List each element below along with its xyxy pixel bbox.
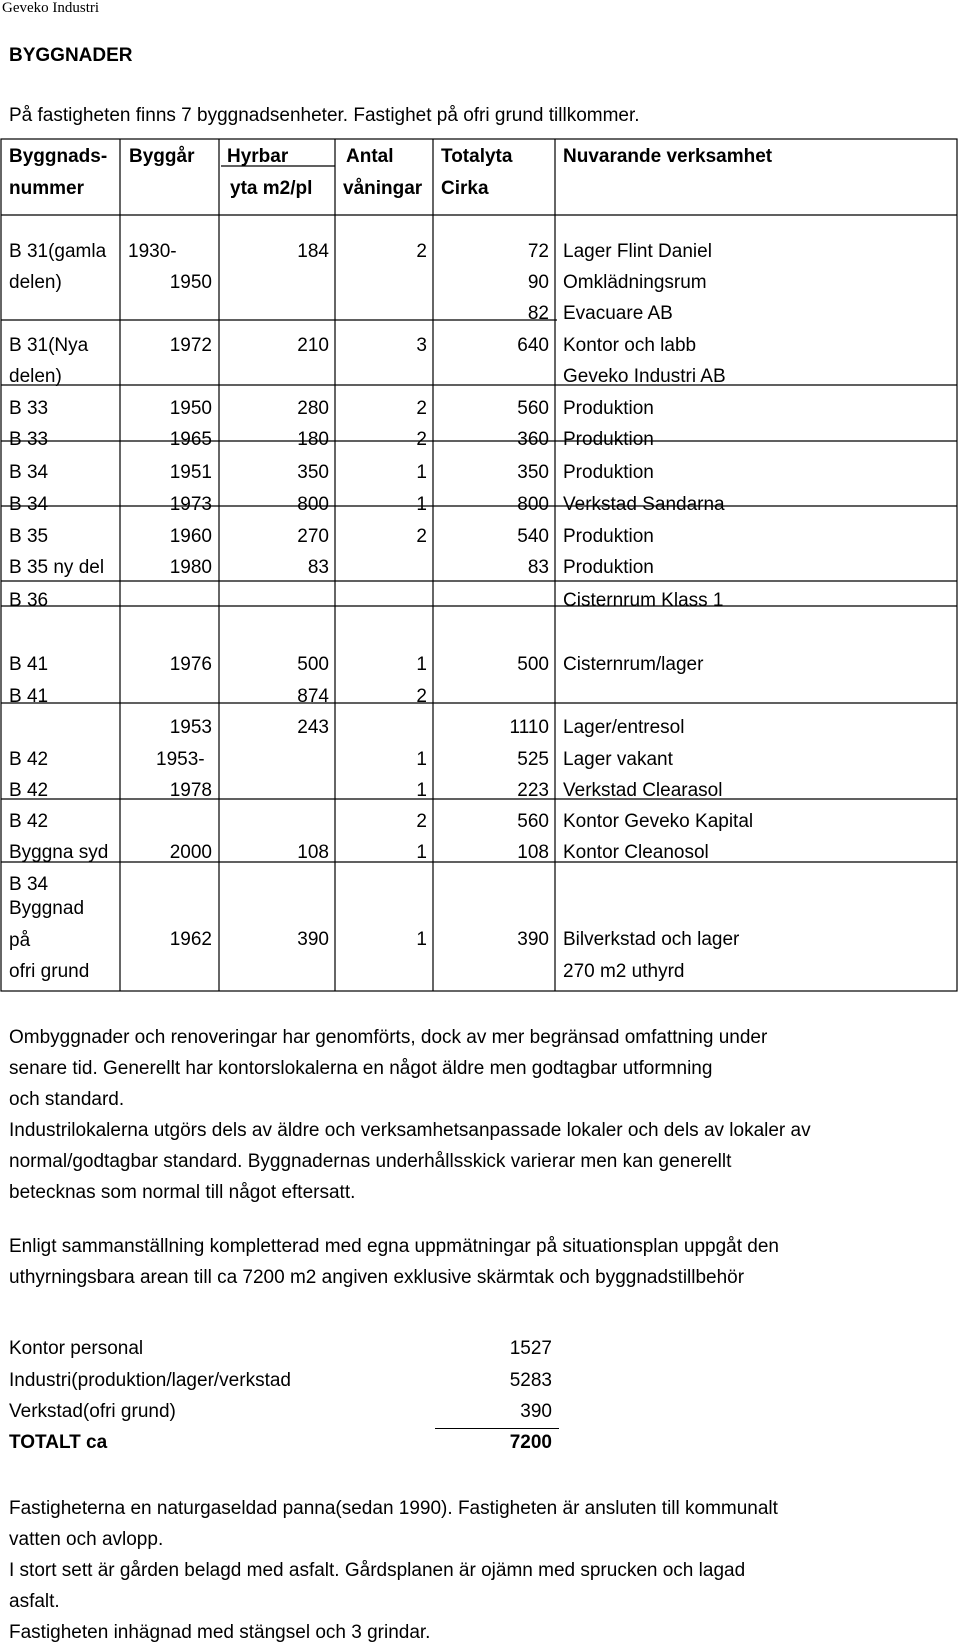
cell-floors: 2 [416,686,427,707]
cell-activity: Lager Flint Daniel [563,241,712,262]
cell-num: B 31(gamla [9,241,107,262]
cell-floors: 1 [416,842,427,863]
cell-total: 82 [527,303,549,324]
cell-activity: Evacuare AB [563,303,673,324]
header-total: Totalyta Cirka [441,146,513,199]
cell-num: B 34 [9,462,49,483]
cell-floors: 1 [416,462,427,483]
cell-activity: Cisternrum Klass 1 [563,590,724,611]
cell-floors: 1 [416,929,427,950]
summary-label-total: TOTALT ca [9,1432,108,1453]
table-row [0,775,960,806]
table-row [0,457,960,488]
cell-area: 108 [297,842,329,863]
cell-total: 1110 [509,717,549,738]
table-row [0,806,960,837]
cell-num: B 35 ny del [9,557,105,578]
cell-num: Byggnad på ofri grund [9,898,90,982]
table-row [0,361,960,392]
cell-total: 560 [517,811,549,832]
cell-num: delen) [9,366,62,387]
cell-total: 90 [527,272,549,293]
table-row [0,585,960,616]
summary-value-industry: 5283 [509,1370,552,1391]
cell-num: B 36 [9,590,49,611]
cell-activity: Produktion [563,526,654,547]
summary-divider [435,1428,559,1429]
cell-activity: Kontor Geveko Kapital [563,811,754,832]
cell-area: 280 [297,398,329,419]
cell-year: 1962 [169,929,212,950]
table-row [0,837,960,868]
cell-num: B 34 [9,494,49,515]
cell-floors: 2 [416,526,427,547]
header-year: Byggår [129,146,195,167]
cell-num: Byggna syd [9,842,109,863]
cell-area: 874 [297,686,329,707]
cell-floors: 2 [416,241,427,262]
cell-total: 525 [517,749,549,770]
header-area: Hyrbar yta m2/pl [227,146,313,199]
table-row [0,393,960,424]
cell-total: 360 [517,429,549,450]
summary-label-office: Kontor personal [9,1338,144,1359]
summary-value-office: 1527 [509,1338,552,1359]
table-row-ofri [0,893,960,989]
cell-year: 1965 [169,429,212,450]
table-row [0,236,960,267]
cell-activity: Produktion [563,398,654,419]
cell-area: 800 [297,494,329,515]
table-row [0,617,960,648]
cell-activity: Geveko Industri AB [563,366,726,387]
cell-activity: Omklädningsrum [563,272,707,293]
paragraph-facilities: Fastigheterna en naturgaseldad panna(sedan 1990). Fastigheten är ansluten till kommunalt vatten och avlopp. I stort sett är gården belagd med asfalt. Gårdsplanen är ojämn med sprucken och lagad asfalt. Fastigheten inhägnad med stängsel och 3 grindar. [9,1498,778,1643]
cell-year: 2000 [169,842,212,863]
cell-activity: Lager/entresol [563,717,685,738]
cell-year: 1950 [169,272,212,293]
cell-num: B 33 [9,429,49,450]
cell-num: B 33 [9,398,49,419]
table-row [0,489,960,520]
cell-area: 350 [297,462,329,483]
summary-label-industry: Industri(produktion/lager/verkstad [9,1370,291,1391]
cell-area: 243 [297,717,329,738]
cell-floors: 1 [416,654,427,675]
summary-value-workshop: 390 [520,1401,552,1422]
table-row [0,744,960,775]
table-row [0,649,960,680]
section-title: BYGGNADER [9,45,133,66]
cell-area: 83 [307,557,329,578]
cell-num: delen) [9,272,62,293]
cell-year: 1973 [169,494,212,515]
cell-total: 390 [517,929,549,950]
cell-floors: 2 [416,429,427,450]
cell-total: 223 [517,780,549,801]
cell-total: 108 [517,842,549,863]
intro-text: På fastigheten finns 7 byggnadsenheter. Fastighet på ofri grund tillkommer. [9,105,640,126]
document-header: Geveko Industri [2,0,100,16]
cell-total: 800 [517,494,549,515]
cell-area: 270 [297,526,329,547]
paragraph-area: Enligt sammanställning kompletterad med egna uppmätningar på situationsplan uppgåt den uthyrningsbara arean till ca 7200 m2 angiven exklusive skärmtak och byggnadstillbehör [9,1236,779,1288]
cell-activity: Bilverkstad och lager 270 m2 uthyrd [563,929,740,982]
header-floors: Antal våningar [343,146,423,199]
cell-activity: Kontor och labb [563,335,697,356]
cell-activity: Produktion [563,429,654,450]
cell-floors: 2 [416,398,427,419]
cell-num: B 42 [9,749,49,770]
cell-floors: 1 [416,494,427,515]
cell-year: 1950 [169,398,212,419]
table-row [0,267,960,298]
cell-total: 540 [517,526,549,547]
table-row [0,681,960,712]
cell-total: 83 [527,557,549,578]
cell-activity: Verkstad Clearasol [563,780,723,801]
cell-year: 1960 [169,526,212,547]
cell-area: 184 [297,241,329,262]
cell-year: 1976 [169,654,212,675]
cell-activity: Kontor Cleanosol [563,842,709,863]
cell-floors: 1 [416,780,427,801]
cell-num: B 42 [9,780,49,801]
cell-num: B 34 [9,874,49,895]
table-row [0,424,960,455]
paragraph-renovations: Ombyggnader och renoveringar har genomförts, dock av mer begränsad omfattning under senare tid. Generellt har kontorslokalerna en något äldre men godtagbar utformning och standard. Industrilokalerna utgörs dels av äldre och verksamhetsanpassade lokaler och dels av lokaler av normal/godtagbar standard. Byggnadernas underhållsskick varierar men kan generellt betecknas som normal till något eftersatt. [9,1027,811,1203]
cell-activity: Cisternrum/lager [563,654,704,675]
cell-total: 500 [517,654,549,675]
table-row [0,521,960,552]
cell-activity: Verkstad Sandarna [563,494,725,515]
summary-value-total: 7200 [509,1432,552,1453]
cell-area: 210 [297,335,329,356]
cell-num: B 42 [9,811,49,832]
table-row [0,330,960,361]
table-row [0,712,960,743]
cell-area: 390 [297,929,329,950]
cell-activity: Produktion [563,557,654,578]
cell-activity: Lager vakant [563,749,673,770]
table-row [0,552,960,583]
cell-year: 1978 [169,780,212,801]
table-row [0,298,960,329]
cell-activity: Produktion [563,462,654,483]
cell-year: 1953 [169,717,212,738]
cell-floors: 2 [416,811,427,832]
cell-num: B 31(Nya [9,335,89,356]
cell-total: 350 [517,462,549,483]
cell-num: B 41 [9,654,49,675]
summary-label-workshop: Verkstad(ofri grund) [9,1401,176,1422]
cell-year: 1930- [128,241,177,262]
cell-floors: 3 [416,335,427,356]
cell-num: B 35 [9,526,49,547]
cell-floors: 1 [416,749,427,770]
cell-num: B 41 [9,686,49,707]
cell-year: 1953- [156,749,205,770]
cell-total: 72 [527,241,549,262]
cell-total: 640 [517,335,549,356]
cell-year: 1980 [169,557,212,578]
header-num: Byggnads- nummer [9,146,108,199]
cell-year: 1972 [169,335,212,356]
cell-area: 500 [297,654,329,675]
cell-area: 180 [297,429,329,450]
cell-year: 1951 [169,462,212,483]
cell-total: 560 [517,398,549,419]
header-activity: Nuvarande verksamhet [563,146,773,167]
